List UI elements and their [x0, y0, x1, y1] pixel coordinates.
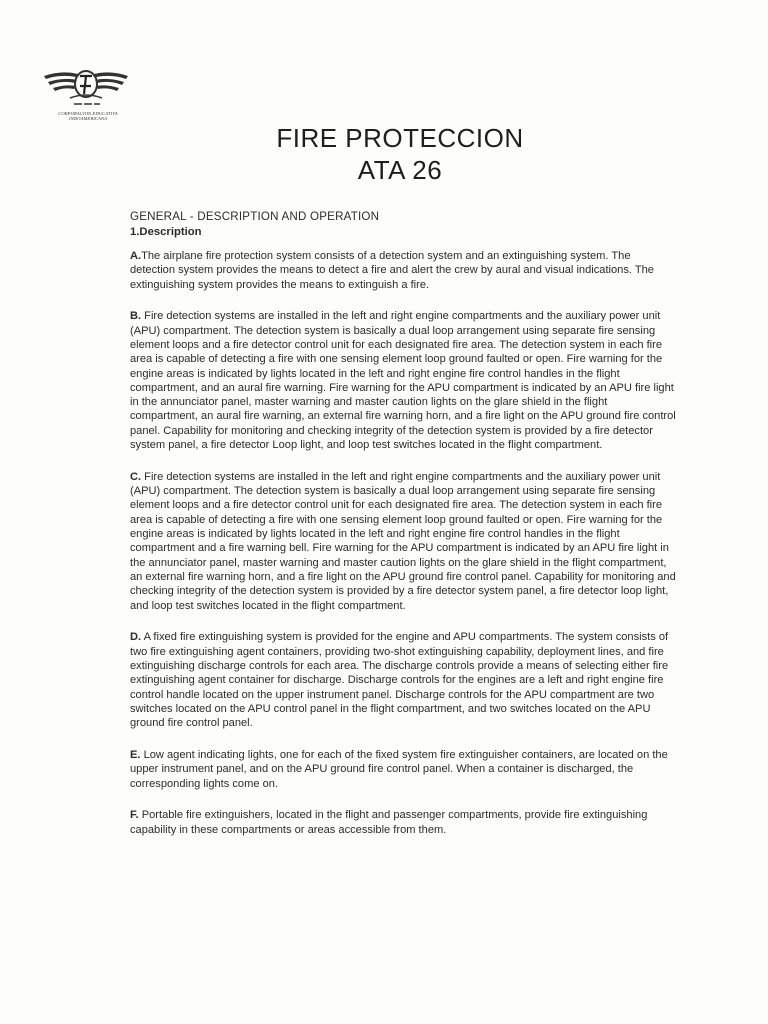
logo-caption: CORPORACION EDUCATIVA INDOAMERICANA: [58, 111, 118, 122]
paragraph-text: The airplane fire protection system consists of a detection system and an extinguishing system. The detection system provides the means to detect a fire and alert the crew by aural and visual indications. The extinguishing system provides the means to extinguish a fire.: [130, 250, 654, 291]
paragraph-letter: E.: [130, 748, 141, 761]
paragraph-a: [130, 249, 678, 292]
paragraph-text: A fixed fire extinguishing system is provided for the engine and APU compartments. The system consists of two fire extinguishing agent containers, providing two-shot extinguishing capability, deployment lines, and fire extinguishing discharge controls for each area. The discharge controls provide a means of selecting either fire extinguishing agent container for discharge. Discharge controls for the engines are a left and right engine fire control handle located on the upper instrument panel. Discharge controls for the APU compartment are two switches located on the APU control panel in the flight compartment, and two switches located on the APU ground fire control panel.: [130, 631, 669, 730]
paragraph-text: Portable fire extinguishers, located in the flight and passenger compartments, provide fire extinguishing capability in these compartments or areas accessible from them.: [130, 809, 648, 836]
paragraph-letter: A.: [130, 250, 142, 262]
winged-logo-icon: [40, 62, 132, 114]
paragraph-letter: D.: [130, 631, 142, 644]
paragraph-c: [130, 470, 678, 613]
section-subheading: 1.Description: [130, 225, 202, 238]
paragraph-e: [130, 748, 678, 791]
paragraph-b: [130, 309, 678, 452]
paragraph-f: [130, 808, 678, 837]
document-body: [130, 210, 678, 854]
paragraph-text: Fire detection systems are installed in the left and right engine compartments and the auxiliary power unit (APU) compartment. The detection system is basically a dual loop arrangement using separate fire sensing element loops and a fire detector control unit for each designated fire area. The detection system in each fire area is capable of detecting a fire with one sensing element loop ground faulted or open. Fire warning for the engine areas is indicated by lights located in the left and right engine fire control handles in the flight compartment, and an aural fire warning. Fire warning for the APU compartment is indicated by an APU fire light in the annunciator panel, master warning and master caution lights on the glare shield in the flight compartment, an aural fire warning, an external fire warning horn, and a fire light on the APU ground fire control panel. Capability for monitoring and checking integrity of the detection system is provided by a fire detector system panel, a fire detector Loop light, and loop test switches located in the flight compartment.: [130, 310, 676, 452]
section-heading: GENERAL - DESCRIPTION AND OPERATION: [130, 210, 380, 223]
paragraph-letter: C.: [130, 470, 142, 483]
paragraph-letter: F.: [130, 809, 139, 822]
document-subtitle: ATA 26: [357, 155, 443, 185]
paragraph-text: Fire detection systems are installed in the left and right engine compartments and the auxiliary power unit (APU) compartment. The detection system is basically a dual loop arrangement using separate fire sensing element loops and a fire detector control unit for each designated fire area. The detection system in each fire area is capable of detecting a fire with one sensing element loop ground faulted or open. Fire warning for the engine areas is indicated by lights located in the left and right engine fire control handles in the flight compartment and a fire warning bell. Fire warning for the APU compartment is indicated by an APU fire light in the annunciator panel, master warning and master caution lights on the glare shield in the flight compartment, an external fire warning horn, and a fire light on the APU ground fire control panel. Capability for monitoring and checking integrity of the detection system is provided by a fire detector system panel, a fire detector loop light, and loop test switches located in the flight compartment.: [130, 470, 676, 612]
paragraph-text: Low agent indicating lights, one for each of the fixed system fire extinguisher containers, are located on the upper instrument panel, and on the APU ground fire control panel. When a container is discharged, the corresponding lights come on.: [130, 748, 668, 790]
document-title: FIRE PROTECCION: [276, 123, 524, 153]
title-block: [200, 122, 600, 186]
paragraph-d: [130, 630, 678, 730]
paragraph-letter: B.: [130, 310, 142, 323]
